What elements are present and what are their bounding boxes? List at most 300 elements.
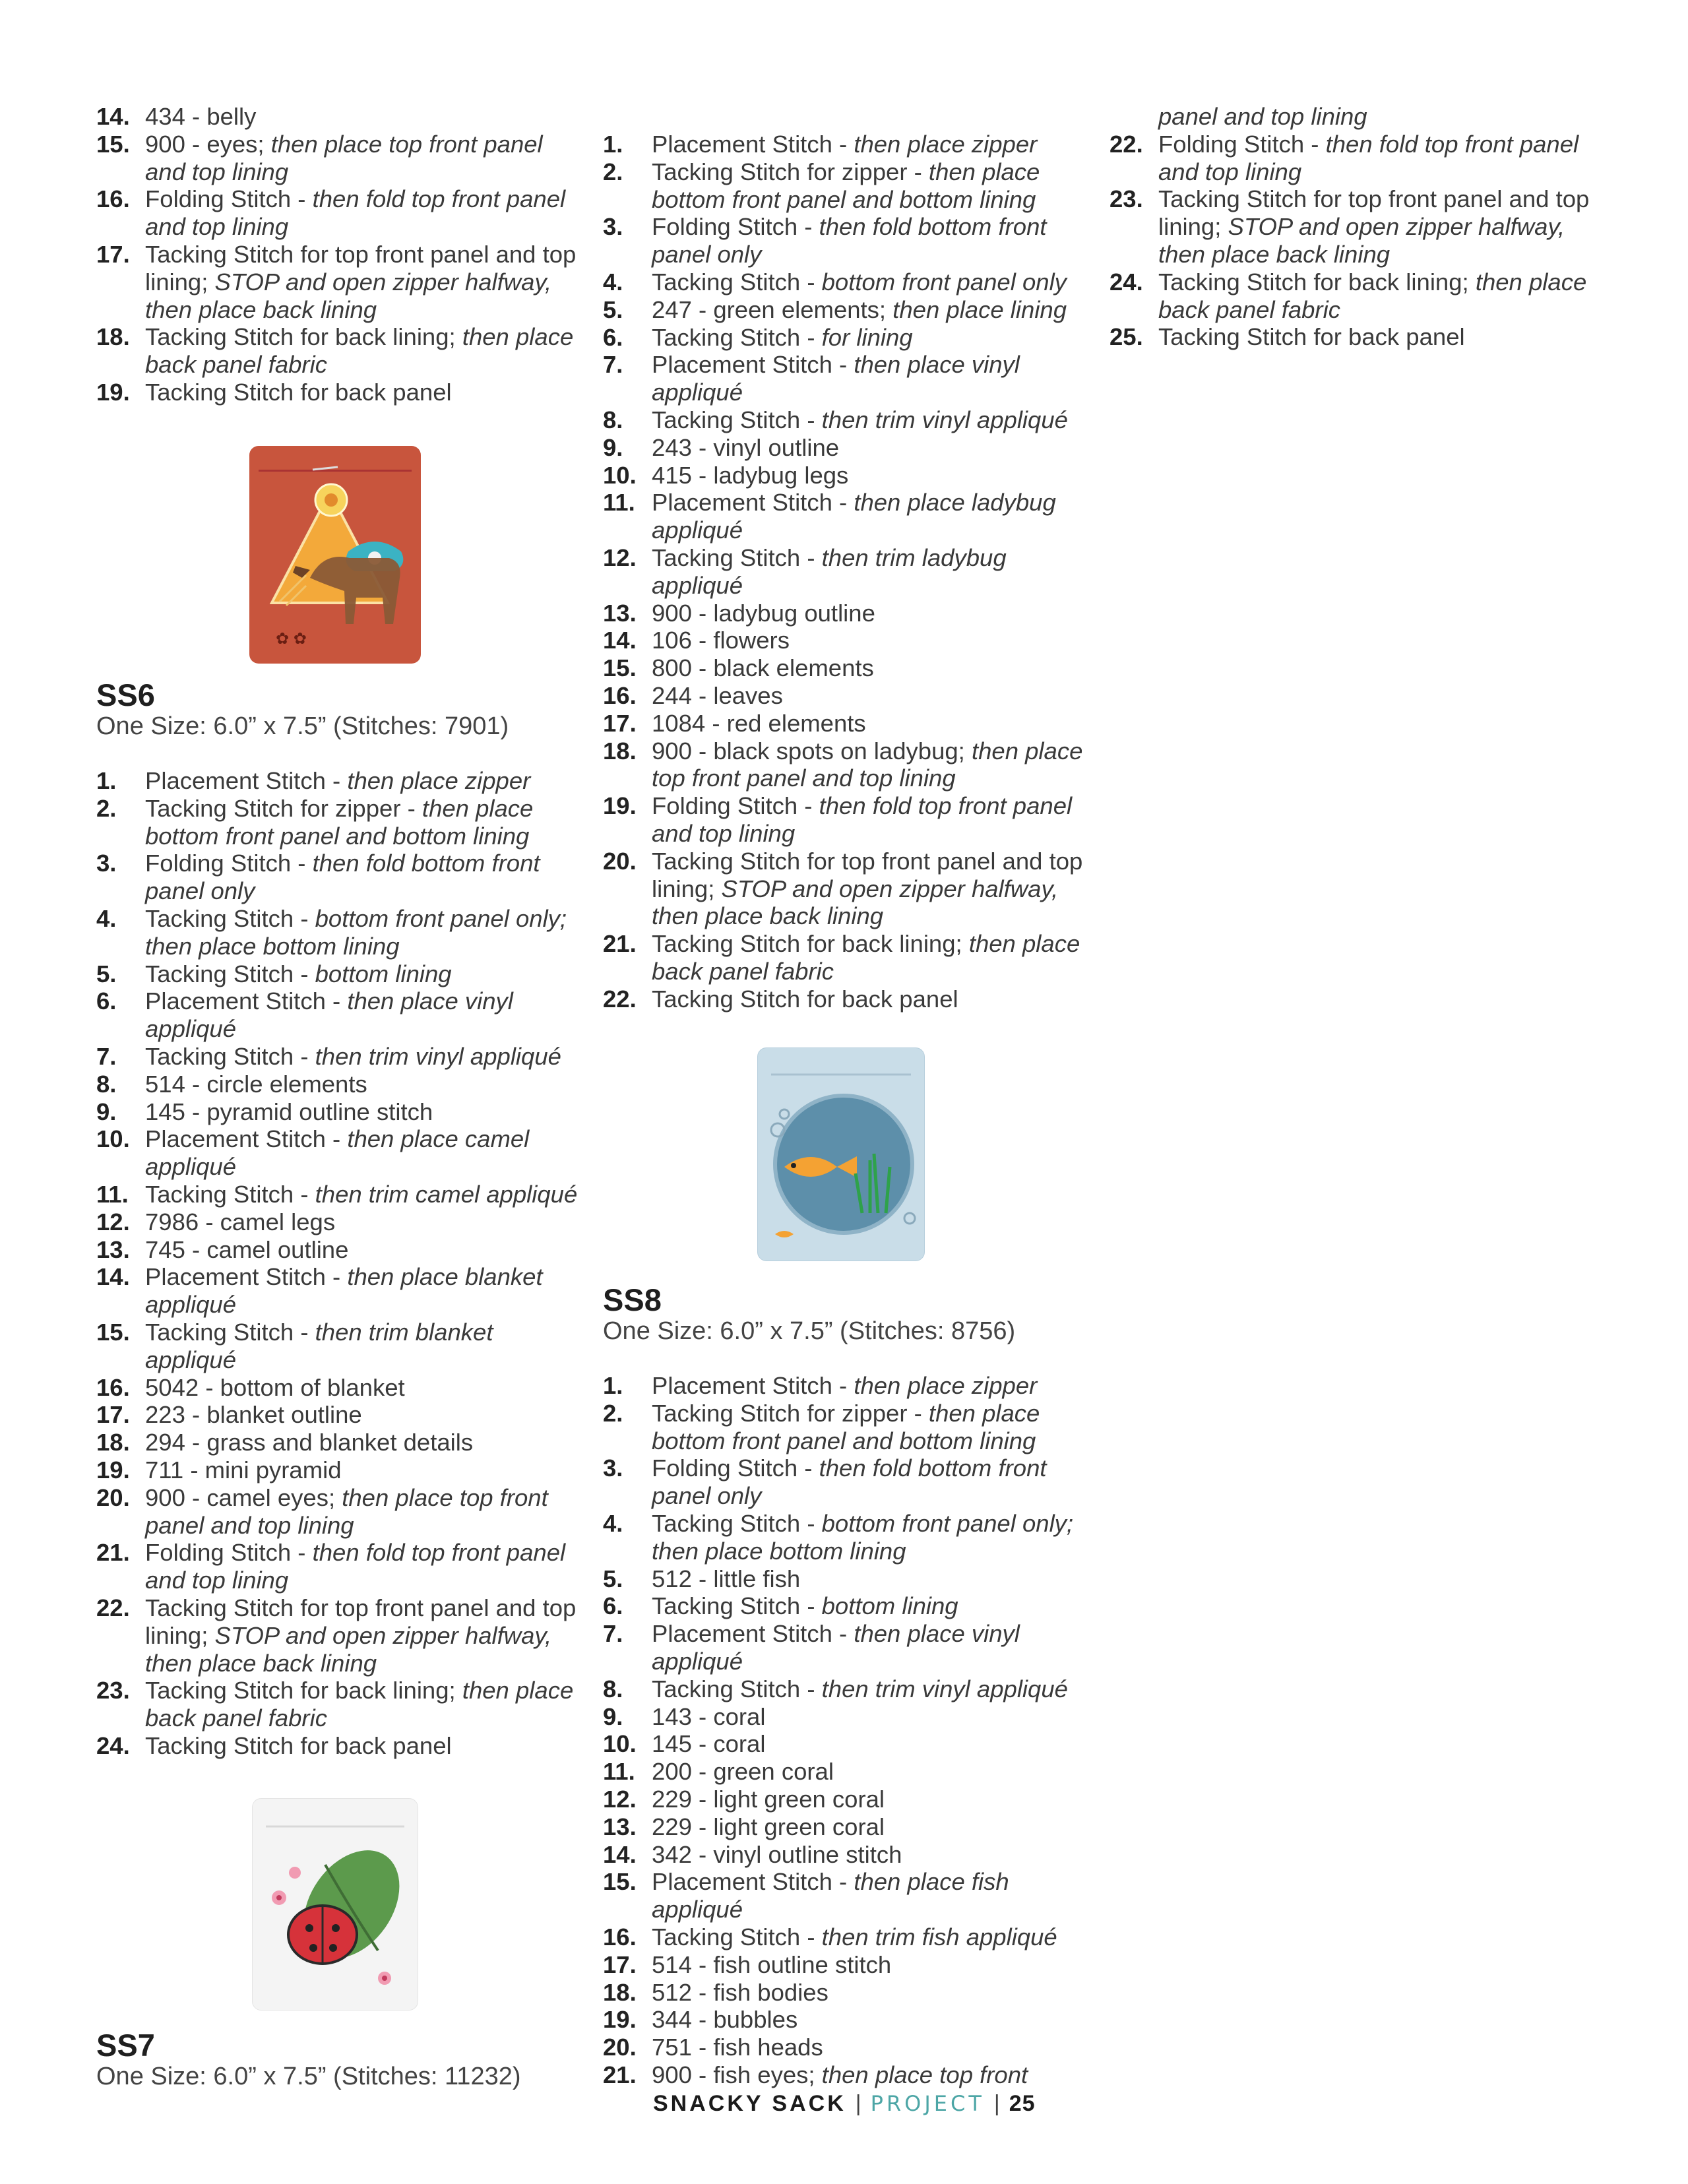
step-text: Tacking Stitch for back panel xyxy=(145,378,452,406)
step-text: 512 - little fish xyxy=(652,1565,801,1592)
step-item xyxy=(96,323,584,379)
step-instruction: bottom front panel only; then place bottom lining xyxy=(652,1509,1074,1565)
step-item xyxy=(1110,103,1598,131)
step-item xyxy=(96,1071,584,1098)
step-instruction: then trim fish appliqué xyxy=(821,1923,1057,1950)
step-text: 900 - eyes; xyxy=(145,130,271,158)
step-number: 21. xyxy=(603,2061,637,2088)
step-instruction: then trim vinyl appliqué xyxy=(821,406,1068,433)
step-number: 7. xyxy=(603,1620,623,1648)
step-item xyxy=(96,960,584,988)
step-instruction: panel and top lining xyxy=(1158,103,1367,130)
ss6-size: One Size: 6.0” x 7.5” (Stitches: 7901) xyxy=(96,712,509,740)
step-instruction: then place blanket appliqué xyxy=(145,1263,543,1319)
step-text: 7986 - camel legs xyxy=(145,1208,336,1235)
step-number: 15. xyxy=(603,654,637,682)
step-text: 900 - black spots on ladybug; xyxy=(652,737,972,764)
step-number: 22. xyxy=(96,1594,130,1621)
step-item xyxy=(603,324,1091,352)
step-item xyxy=(603,627,1091,654)
ss7-bag-image xyxy=(252,1798,418,2011)
step-number: 3. xyxy=(96,850,117,877)
ss7-title: SS7 xyxy=(96,2028,155,2063)
step-instruction: then fold top front panel and top lining xyxy=(1158,130,1579,185)
step-text: 745 - camel outline xyxy=(145,1235,349,1263)
step-text: Tacking Stitch for top front panel and top lining; xyxy=(145,240,577,296)
footer-separator: | xyxy=(855,2091,861,2116)
step-instruction: bottom front panel only; then place bottom lining xyxy=(145,904,567,960)
step-instruction: then fold bottom front panel only xyxy=(652,213,1047,268)
step-text: 800 - black elements xyxy=(652,654,874,682)
step-item xyxy=(96,185,584,241)
step-text: Placement Stitch - xyxy=(145,1263,348,1291)
step-text: 514 - circle elements xyxy=(145,1070,367,1098)
step-item xyxy=(603,2061,1091,2089)
step-text: 415 - ladybug legs xyxy=(652,461,849,489)
step-item xyxy=(96,1098,584,1126)
step-text: 900 - ladybug outline xyxy=(652,599,875,627)
footer-section: PROJECT xyxy=(870,2091,985,2116)
step-number: 17. xyxy=(96,240,130,268)
step-text: 145 - coral xyxy=(652,1730,766,1758)
step-number: 18. xyxy=(96,323,130,351)
step-text: Tacking Stitch for zipper - xyxy=(652,158,929,185)
step-instruction: then place bottom front panel and bottom lining xyxy=(145,794,534,850)
step-text: Tacking Stitch - xyxy=(145,1318,315,1346)
step-item xyxy=(96,1456,584,1484)
step-number: 21. xyxy=(603,930,637,958)
step-instruction: then place vinyl appliqué xyxy=(652,1620,1020,1675)
step-item xyxy=(603,2034,1091,2061)
step-instruction: then place bottom front panel and bottom lining xyxy=(652,158,1040,213)
step-number: 7. xyxy=(603,351,623,379)
step-instruction: then fold bottom front panel only xyxy=(145,850,540,905)
step-item xyxy=(96,1484,584,1540)
step-number: 5. xyxy=(603,296,623,323)
ss8-steps-continued xyxy=(1110,103,1598,351)
step-instruction: then place top front xyxy=(821,2061,1028,2088)
step-number: 2. xyxy=(603,158,623,185)
step-text: 514 - fish outline stitch xyxy=(652,1950,892,1978)
step-item xyxy=(96,1429,584,1456)
step-instruction: then fold top front panel and top lining xyxy=(145,1539,566,1594)
ss6-title: SS6 xyxy=(96,677,155,712)
step-number: 12. xyxy=(96,1208,130,1235)
step-instruction: then place ladybug appliqué xyxy=(652,489,1056,544)
step-item xyxy=(603,985,1091,1013)
step-number: 20. xyxy=(603,2034,637,2061)
step-number: 25. xyxy=(1110,323,1143,351)
step-text: 1084 - red elements xyxy=(652,709,866,737)
step-item xyxy=(96,1263,584,1319)
step-item xyxy=(603,351,1091,406)
step-item xyxy=(1110,131,1598,186)
step-number: 11. xyxy=(603,1758,635,1786)
step-text: Placement Stitch - xyxy=(145,767,348,794)
step-number: 21. xyxy=(96,1539,130,1567)
step-instruction: then trim blanket appliqué xyxy=(145,1318,493,1373)
step-item xyxy=(603,792,1091,848)
step-instruction: then fold top front panel and top lining xyxy=(652,792,1073,847)
step-instruction: then place vinyl appliqué xyxy=(145,987,513,1043)
step-number: 17. xyxy=(96,1401,130,1429)
step-item xyxy=(603,406,1091,434)
step-item xyxy=(603,268,1091,296)
step-number: 12. xyxy=(603,544,637,571)
step-item xyxy=(96,905,584,960)
step-text: 143 - coral xyxy=(652,1702,766,1730)
step-text: Placement Stitch - xyxy=(145,987,348,1015)
step-text: 229 - light green coral xyxy=(652,1785,885,1813)
ss5-steps-continued xyxy=(96,103,584,406)
column-2 xyxy=(603,131,1091,2088)
step-number: 1. xyxy=(603,131,623,158)
step-text: 751 - fish heads xyxy=(652,2034,823,2061)
step-text: Tacking Stitch for top front panel and top lining; xyxy=(145,1594,577,1649)
step-item xyxy=(96,1181,584,1208)
ss6-steps xyxy=(96,767,584,1760)
step-item xyxy=(96,241,584,323)
step-number: 18. xyxy=(603,1978,637,2006)
step-item xyxy=(96,850,584,905)
step-text: Folding Stitch - xyxy=(145,185,313,213)
ss8-bag-image xyxy=(757,1047,925,1261)
step-number: 14. xyxy=(603,627,637,654)
step-number: 6. xyxy=(603,323,623,351)
step-number: 17. xyxy=(603,1950,637,1978)
step-number: 18. xyxy=(603,737,637,764)
step-text: 711 - mini pyramid xyxy=(145,1456,342,1483)
step-instruction: then place top front panel and top lining xyxy=(145,1483,548,1539)
step-text: Folding Stitch - xyxy=(1158,130,1326,158)
step-number: 16. xyxy=(96,185,130,213)
step-item xyxy=(603,1400,1091,1455)
step-text: Placement Stitch - xyxy=(652,351,854,379)
ss8-size: One Size: 6.0” x 7.5” (Stitches: 8756) xyxy=(603,1317,1016,1345)
step-number: 10. xyxy=(603,461,637,489)
step-item xyxy=(603,737,1091,793)
step-number: 14. xyxy=(96,1263,130,1291)
step-text: Tacking Stitch for zipper - xyxy=(145,794,422,822)
footer-separator-2: | xyxy=(993,2091,1000,2116)
step-text: Tacking Stitch - xyxy=(652,268,822,296)
step-number: 9. xyxy=(603,1702,623,1730)
step-instruction: then place back panel fabric xyxy=(145,323,574,379)
step-item xyxy=(603,848,1091,930)
step-instruction: then place top front panel and top lining xyxy=(652,737,1083,792)
step-number: 13. xyxy=(603,599,637,627)
step-number: 15. xyxy=(603,1868,637,1896)
step-item xyxy=(603,296,1091,324)
step-number: 19. xyxy=(603,2006,637,2034)
step-item xyxy=(96,1125,584,1181)
step-item xyxy=(96,987,584,1043)
step-instruction: then place top front panel and top lining xyxy=(145,130,543,185)
step-instruction: STOP and open zipper halfway, then place back lining xyxy=(1158,213,1565,268)
step-number: 12. xyxy=(603,1785,637,1813)
step-number: 1. xyxy=(96,767,117,794)
step-item xyxy=(96,1594,584,1677)
step-item xyxy=(603,1730,1091,1758)
step-instruction: bottom lining xyxy=(315,960,452,987)
step-text: Tacking Stitch - xyxy=(652,406,822,433)
step-instruction: then place zipper xyxy=(854,1372,1038,1399)
step-item xyxy=(603,1923,1091,1951)
step-text: Tacking Stitch for back panel xyxy=(1158,323,1465,351)
step-item xyxy=(1110,185,1598,268)
ss8-title: SS8 xyxy=(603,1282,662,1317)
step-number: 19. xyxy=(96,378,130,406)
step-text: Tacking Stitch - xyxy=(145,960,315,987)
step-item xyxy=(96,1401,584,1429)
step-item xyxy=(603,1868,1091,1923)
step-text: Folding Stitch - xyxy=(145,850,313,877)
step-instruction: for lining xyxy=(821,323,913,351)
step-text: Placement Stitch - xyxy=(145,1125,348,1153)
step-text: Placement Stitch - xyxy=(652,1372,854,1399)
step-text: 512 - fish bodies xyxy=(652,1978,828,2006)
step-text: Folding Stitch - xyxy=(652,792,819,820)
step-text: 229 - light green coral xyxy=(652,1813,885,1840)
step-number: 3. xyxy=(603,213,623,241)
step-number: 9. xyxy=(603,433,623,461)
step-text: Placement Stitch - xyxy=(652,1620,854,1648)
step-text: Tacking Stitch - xyxy=(652,1592,822,1620)
step-number: 4. xyxy=(96,904,117,932)
step-item xyxy=(603,434,1091,462)
step-instruction: then trim ladybug appliqué xyxy=(652,544,1007,599)
step-number: 17. xyxy=(603,709,637,737)
step-item xyxy=(603,131,1091,158)
step-number: 8. xyxy=(603,406,623,433)
step-text: 247 - green elements; xyxy=(652,296,893,323)
step-item xyxy=(603,1813,1091,1841)
step-number: 16. xyxy=(96,1373,130,1401)
step-item xyxy=(96,379,584,406)
step-number: 1. xyxy=(603,1372,623,1399)
step-instruction: then place back panel fabric xyxy=(652,930,1080,985)
step-item xyxy=(603,1592,1091,1620)
step-item xyxy=(96,1319,584,1374)
step-text: Placement Stitch - xyxy=(652,489,854,516)
step-item xyxy=(603,654,1091,682)
step-text: Tacking Stitch - xyxy=(652,323,822,351)
step-text: Tacking Stitch - xyxy=(652,1509,822,1537)
step-text: Folding Stitch - xyxy=(145,1539,313,1567)
step-item xyxy=(603,2006,1091,2034)
step-number: 11. xyxy=(96,1180,129,1208)
step-text: 344 - bubbles xyxy=(652,2006,798,2034)
step-number: 9. xyxy=(96,1098,117,1125)
step-instruction: bottom front panel only xyxy=(821,268,1067,296)
step-number: 20. xyxy=(603,847,637,875)
step-text: 5042 - bottom of blanket xyxy=(145,1373,405,1401)
step-item xyxy=(603,1703,1091,1731)
step-number: 24. xyxy=(1110,268,1143,296)
step-instruction: STOP and open zipper halfway, then place back lining xyxy=(145,268,552,323)
step-number: 19. xyxy=(96,1456,130,1483)
step-number: 22. xyxy=(1110,130,1143,158)
step-number: 13. xyxy=(96,1235,130,1263)
step-item xyxy=(603,1620,1091,1675)
step-number: 3. xyxy=(603,1454,623,1482)
step-item xyxy=(603,1758,1091,1786)
step-instruction: then trim vinyl appliqué xyxy=(821,1675,1068,1702)
step-item xyxy=(603,462,1091,489)
step-item xyxy=(96,767,584,795)
step-instruction: then trim camel appliqué xyxy=(315,1180,578,1208)
step-instruction: then place camel appliqué xyxy=(145,1125,530,1181)
step-number: 13. xyxy=(603,1813,637,1840)
step-item xyxy=(603,489,1091,544)
step-instruction: then place bottom front panel and bottom lining xyxy=(652,1399,1040,1454)
step-number: 20. xyxy=(96,1483,130,1511)
ss7-size: One Size: 6.0” x 7.5” (Stitches: 11232) xyxy=(96,2063,521,2090)
step-item xyxy=(603,930,1091,985)
step-number: 19. xyxy=(603,792,637,820)
step-number: 10. xyxy=(603,1730,637,1758)
step-number: 15. xyxy=(96,130,130,158)
step-text: Tacking Stitch - xyxy=(145,1180,315,1208)
step-item xyxy=(603,213,1091,268)
step-text: 342 - vinyl outline stitch xyxy=(652,1840,902,1868)
step-item xyxy=(1110,323,1598,351)
step-text: Tacking Stitch for back lining; xyxy=(1158,268,1476,296)
step-number: 6. xyxy=(96,987,117,1015)
step-instruction: STOP and open zipper halfway, then place back lining xyxy=(652,875,1059,930)
step-number: 8. xyxy=(603,1675,623,1702)
step-number: 18. xyxy=(96,1429,130,1456)
step-number: 5. xyxy=(603,1565,623,1592)
step-text: Tacking Stitch - xyxy=(145,904,315,932)
step-text: Tacking Stitch - xyxy=(652,544,822,571)
step-text: Tacking Stitch - xyxy=(145,1042,315,1070)
step-item xyxy=(96,131,584,186)
step-instruction: then place fish appliqué xyxy=(652,1868,1009,1923)
step-item xyxy=(96,1208,584,1236)
step-item xyxy=(603,1565,1091,1593)
step-text: 434 - belly xyxy=(145,103,257,130)
step-number: 2. xyxy=(603,1399,623,1427)
step-number: 23. xyxy=(1110,185,1143,213)
step-text: Tacking Stitch for top front panel and top lining; xyxy=(1158,185,1590,241)
step-text: Tacking Stitch for top front panel and top lining; xyxy=(652,847,1083,902)
ss7-header xyxy=(96,2029,584,2091)
step-text: Folding Stitch - xyxy=(652,1454,819,1482)
step-text: Placement Stitch - xyxy=(652,131,854,158)
page-footer xyxy=(653,2091,1049,2117)
footer-title: SNACKY SACK xyxy=(653,2091,846,2116)
ss6-bag-image xyxy=(249,446,421,664)
step-instruction: then place back panel fabric xyxy=(1158,268,1587,323)
step-text: Folding Stitch - xyxy=(652,213,819,241)
step-number: 16. xyxy=(603,681,637,709)
step-instruction: then fold top front panel and top lining xyxy=(145,185,566,241)
step-item xyxy=(603,1951,1091,1979)
step-instruction: then place lining xyxy=(892,296,1067,323)
step-item xyxy=(96,1236,584,1264)
step-text: Tacking Stitch for back lining; xyxy=(145,323,462,351)
svg-text:✿ ✿: ✿ ✿ xyxy=(276,630,307,648)
step-item xyxy=(603,1786,1091,1813)
step-text: Tacking Stitch for back panel xyxy=(652,985,958,1013)
step-number: 11. xyxy=(603,489,635,516)
ss6-section xyxy=(96,679,584,1760)
step-instruction: then place zipper xyxy=(347,767,531,794)
step-number: 15. xyxy=(96,1318,130,1346)
column-3 xyxy=(1110,103,1598,351)
step-item xyxy=(603,1454,1091,1510)
step-item xyxy=(96,1043,584,1071)
step-number: 22. xyxy=(603,985,637,1013)
step-text: Tacking Stitch for zipper - xyxy=(652,1399,929,1427)
step-number: 14. xyxy=(603,1840,637,1868)
step-text: Tacking Stitch - xyxy=(652,1923,822,1950)
step-item xyxy=(603,1675,1091,1703)
page-number: 25 xyxy=(1009,2091,1036,2116)
step-item xyxy=(96,1374,584,1402)
step-text: Tacking Stitch for back panel xyxy=(145,1732,452,1759)
step-item xyxy=(1110,268,1598,324)
step-number: 8. xyxy=(96,1070,117,1098)
step-text: 200 - green coral xyxy=(652,1758,834,1786)
ss7-steps xyxy=(603,131,1091,1013)
step-item xyxy=(603,544,1091,600)
step-text: Tacking Stitch for back lining; xyxy=(652,930,969,958)
step-item xyxy=(603,1979,1091,2007)
step-number: 6. xyxy=(603,1592,623,1620)
step-text: 900 - camel eyes; xyxy=(145,1483,342,1511)
step-number: 4. xyxy=(603,268,623,296)
step-text: 244 - leaves xyxy=(652,681,783,709)
step-instruction: then place vinyl appliqué xyxy=(652,351,1020,406)
step-item xyxy=(96,1732,584,1760)
step-instruction: bottom lining xyxy=(821,1592,958,1620)
step-text: Placement Stitch - xyxy=(652,1868,854,1896)
step-number: 16. xyxy=(603,1923,637,1950)
step-text: Tacking Stitch for back lining; xyxy=(145,1677,462,1704)
step-item xyxy=(603,710,1091,737)
step-item xyxy=(603,682,1091,710)
step-number: 24. xyxy=(96,1732,130,1759)
step-item xyxy=(603,1841,1091,1869)
step-item xyxy=(96,103,584,131)
step-item xyxy=(603,1510,1091,1565)
step-item xyxy=(603,158,1091,214)
step-text: Tacking Stitch - xyxy=(652,1675,822,1702)
step-item xyxy=(96,795,584,850)
step-number: 5. xyxy=(96,960,117,987)
step-text: 294 - grass and blanket details xyxy=(145,1429,474,1456)
step-text: 145 - pyramid outline stitch xyxy=(145,1098,433,1125)
step-instruction: STOP and open zipper halfway, then place back lining xyxy=(145,1621,552,1677)
step-instruction: then fold bottom front panel only xyxy=(652,1454,1047,1510)
ss8-section xyxy=(603,1284,1091,2089)
step-instruction: then place back panel fabric xyxy=(145,1677,574,1732)
step-number: 4. xyxy=(603,1509,623,1537)
step-number: 23. xyxy=(96,1677,130,1704)
step-number: 14. xyxy=(96,103,130,130)
step-text: 900 - fish eyes; xyxy=(652,2061,822,2088)
column-1 xyxy=(96,103,584,2090)
step-text: 223 - blanket outline xyxy=(145,1401,362,1429)
ss8-steps xyxy=(603,1372,1091,2089)
step-number: 2. xyxy=(96,794,117,822)
step-item xyxy=(96,1539,584,1594)
step-text: 106 - flowers xyxy=(652,627,790,654)
step-number: 7. xyxy=(96,1042,117,1070)
step-item xyxy=(603,1372,1091,1400)
